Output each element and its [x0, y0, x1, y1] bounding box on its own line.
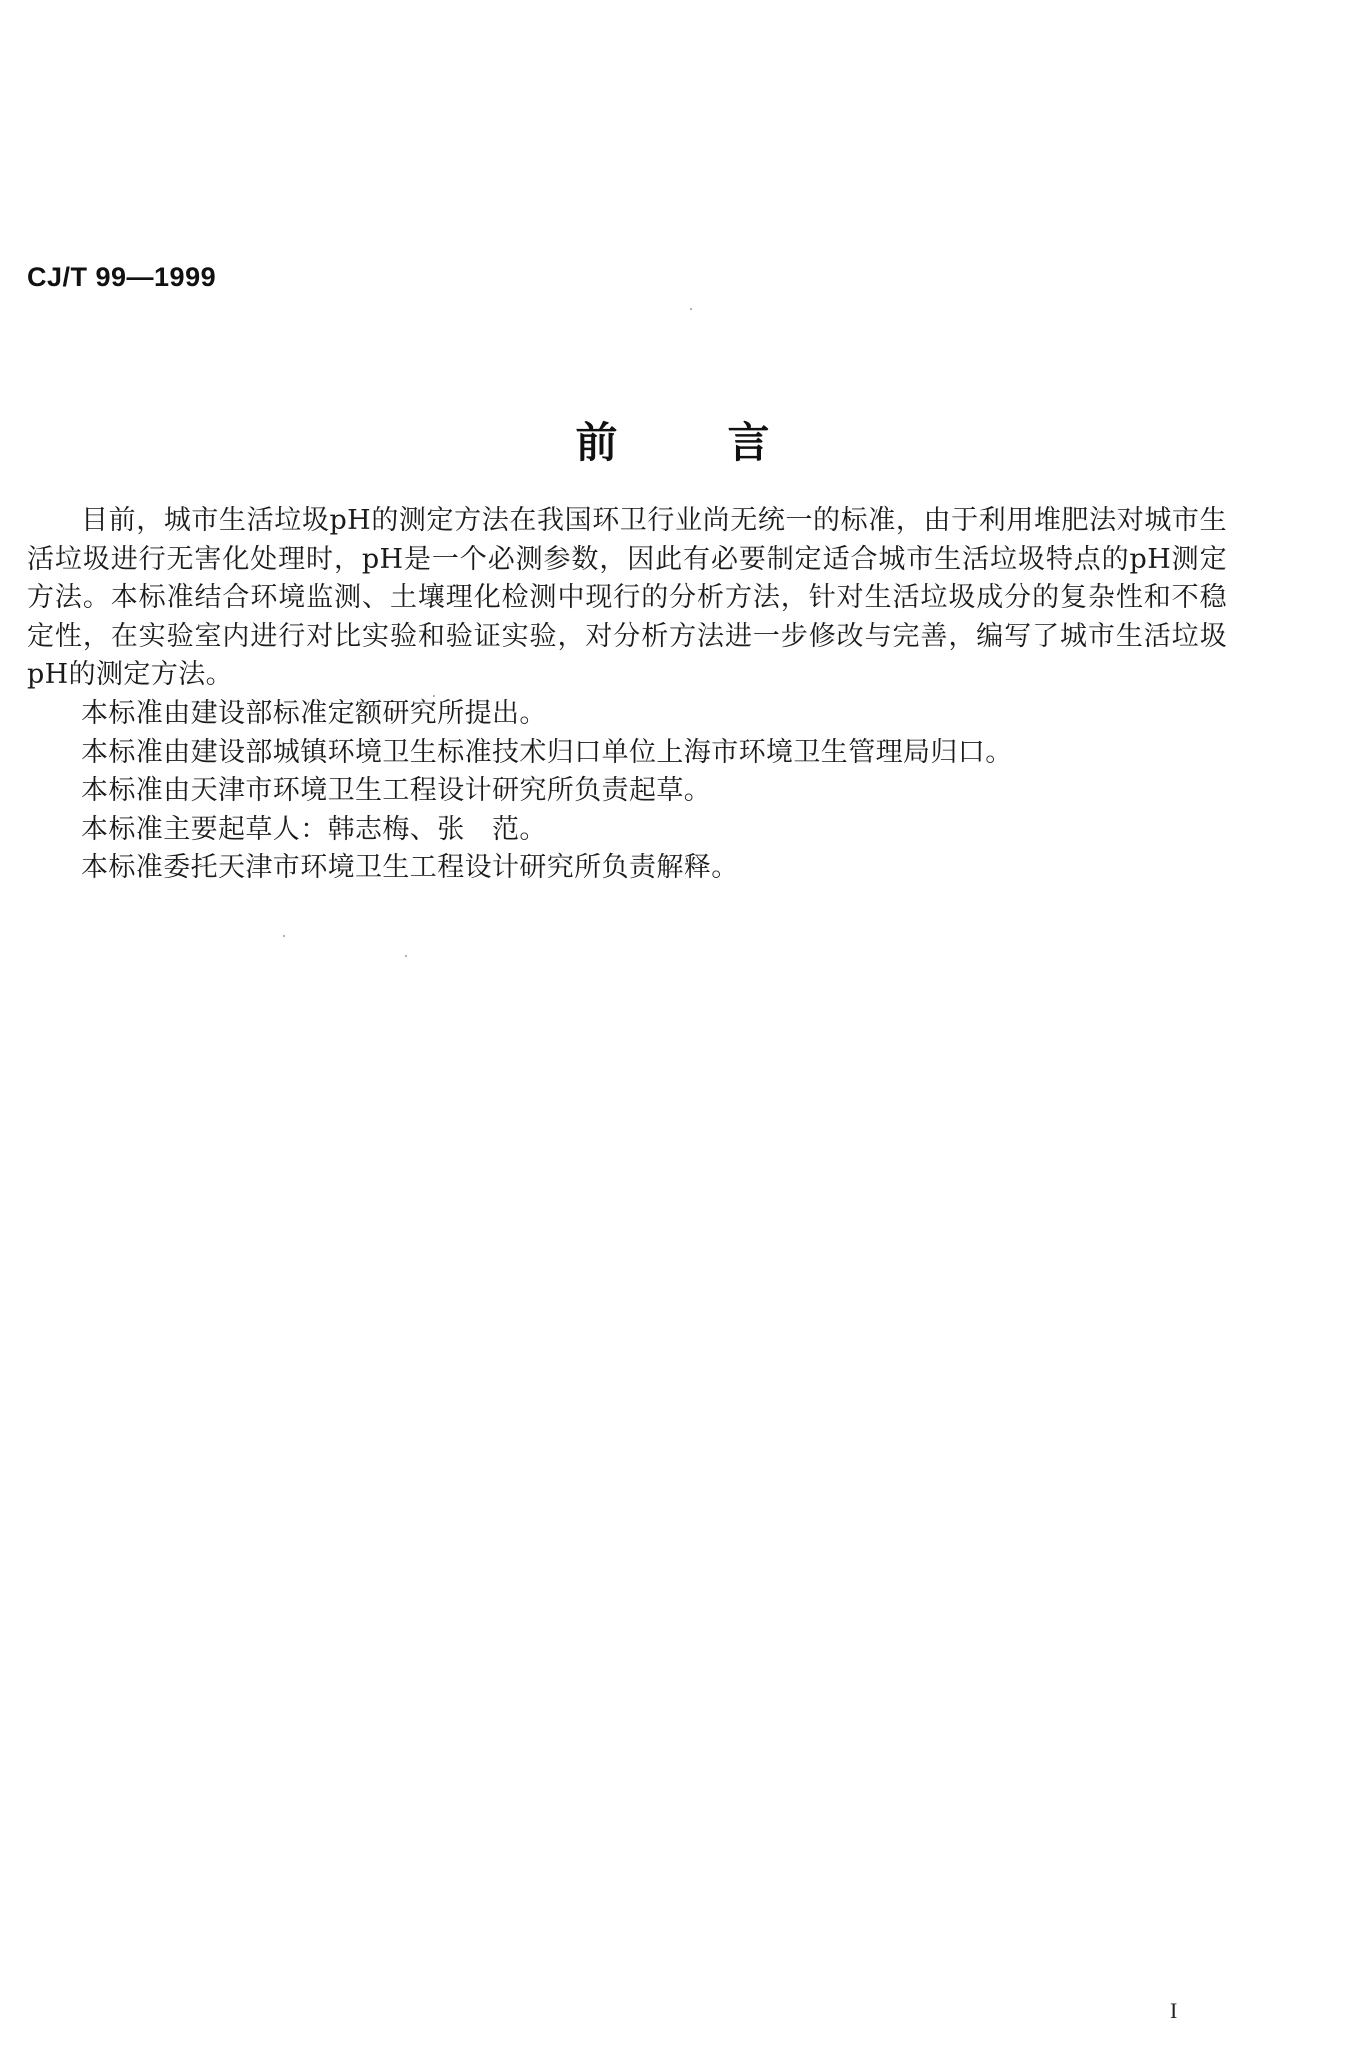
foreword-body — [27, 502, 1227, 888]
paragraph-drafter: 本标准由天津市环境卫生工程设计研究所负责起草。 — [81, 775, 712, 807]
paragraph-authors: 本标准主要起草人：韩志梅、张 范。 — [81, 813, 547, 845]
paragraph-intro: 目前，城市生活垃圾pH的测定方法在我国环卫行业尚无统一的标准，由于利用堆肥法对城市生活垃圾进行无害化处理时，pH是一个必测参数，因此有必要制定适合城市生活垃圾特点的pH测定方法。本标准结合环境监测、土壤理化检测中现行的分析方法，针对生活垃圾成分的复杂性和不稳定性，在实验室内进行对比实验和验证实验，对分析方法进一步修改与完善，编写了城市生活垃圾pH的测定方法。 — [27, 505, 1227, 691]
paragraph-interpretation: 本标准委托天津市环境卫生工程设计研究所负责解释。 — [81, 852, 739, 884]
page-number: I — [1170, 1998, 1178, 2023]
scan-speck — [690, 308, 692, 310]
standard-code: CJ/T 99—1999 — [27, 262, 217, 292]
paragraph-proposer: 本标准由建设部标准定额研究所提出。 — [81, 697, 547, 729]
page-title: 前言 — [575, 418, 880, 467]
scan-speck — [433, 695, 435, 697]
scan-speck — [405, 955, 407, 957]
scan-speck — [283, 935, 285, 937]
paragraph-administrator: 本标准由建设部城镇环境卫生标准技术归口单位上海市环境卫生管理局归口。 — [81, 736, 1013, 768]
